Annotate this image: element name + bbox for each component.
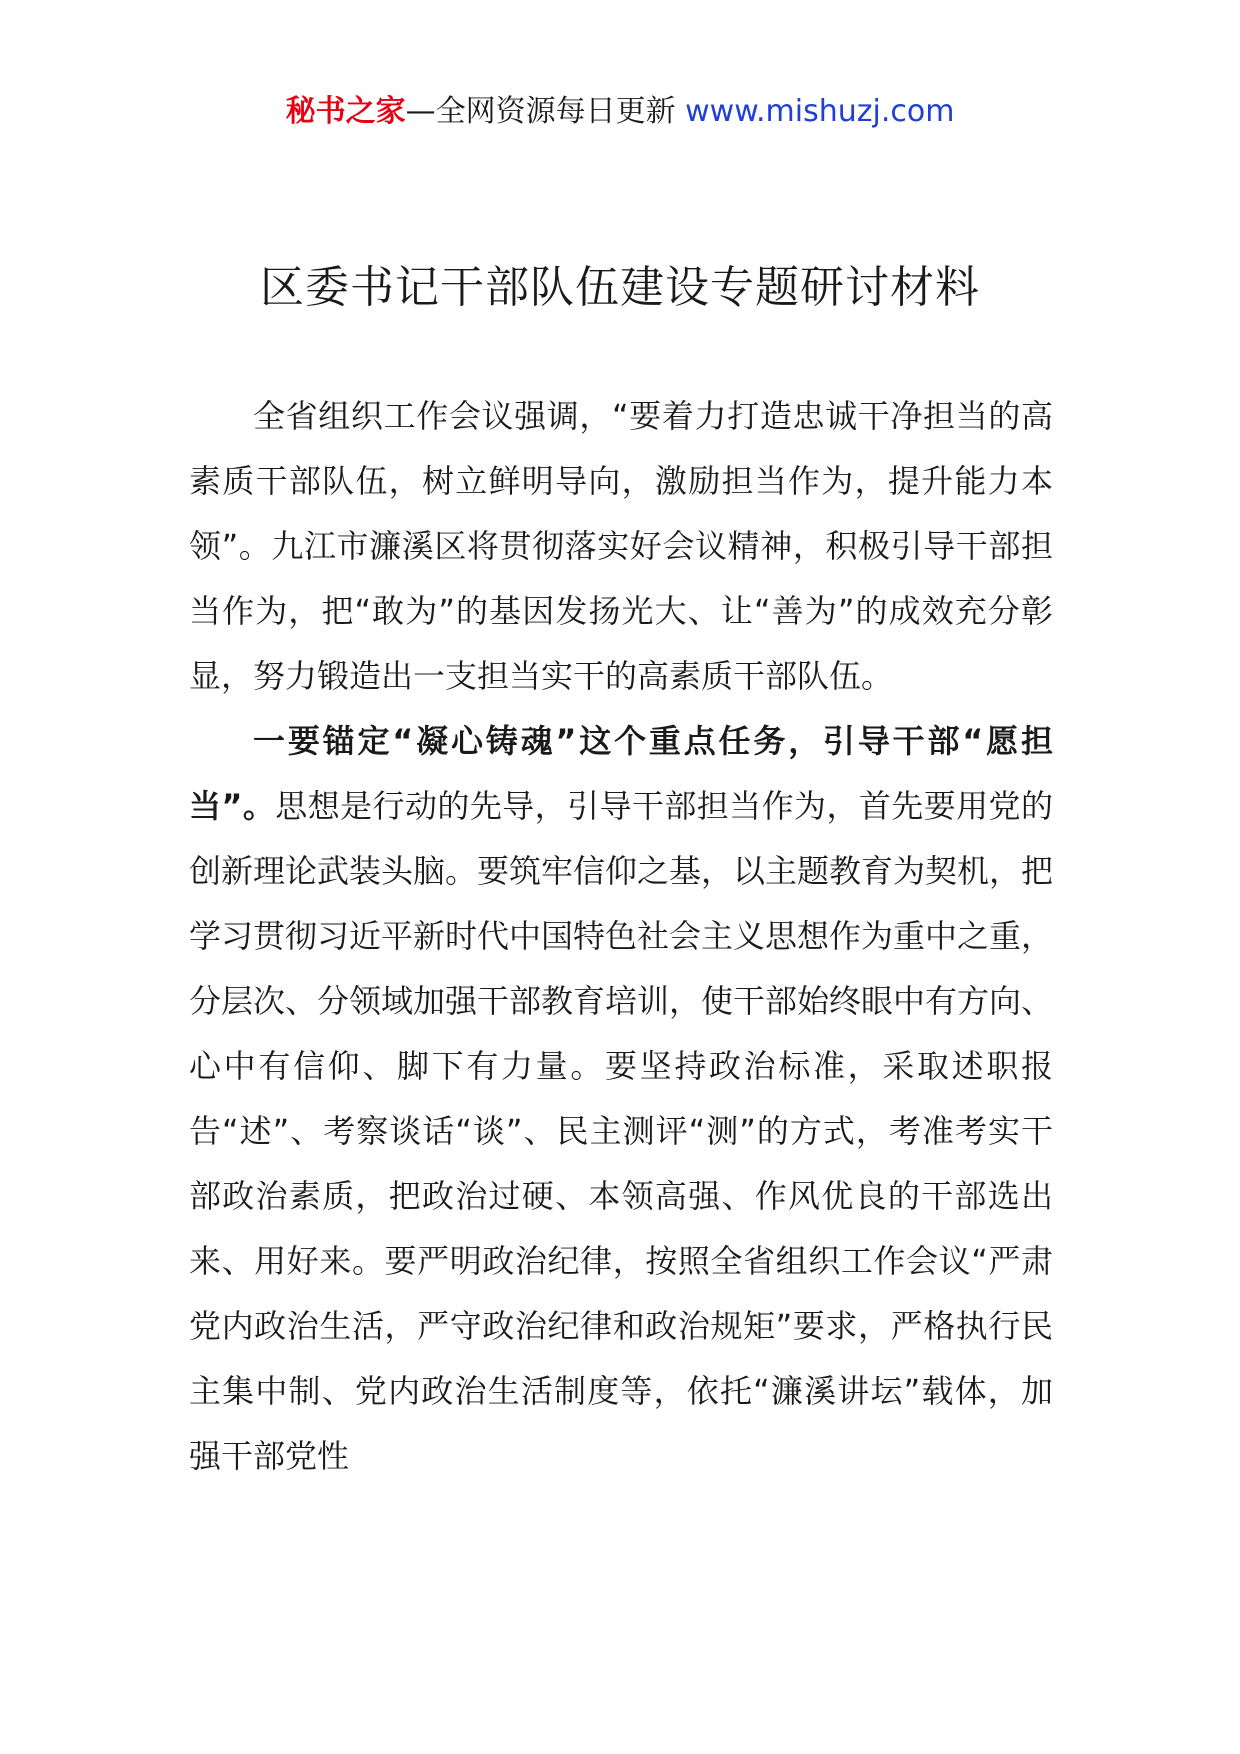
paragraph-intro <box>189 384 1053 709</box>
brand-name: 秘书之家 <box>285 94 406 129</box>
site-tagline: —全网资源每日更新 <box>405 94 686 129</box>
paragraph-point-one-heading: 一要锚定“凝心铸魂”这个重点任务，引导干部“愿担当”。 <box>189 722 1053 825</box>
site-url-link[interactable]: www.mishuzj.com <box>685 94 955 129</box>
site-header <box>0 92 1240 132</box>
document-title: 区委书记干部队伍建设专题研讨材料 <box>260 262 980 313</box>
document-body <box>189 384 1053 1489</box>
paragraph-point-one-text: 思想是行动的先导，引导干部担当作为，首先要用党的创新理论武装头脑。要筑牢信仰之基，以主题教育为契机，把学习贯彻习近平新时代中国特色社会主义思想作为重中之重，分层次、分领域加强干部教育培训，使干部始终眼中有方向、心中有信仰、脚下有力量。要坚持政治标准，采取述职报告“述”、考察谈话“谈”、民主测评“测”的方式，考准考实干部政治素质，把政治过硬、本领高强、作风优良的干部选出来、用好来。要严明政治纪律，按照全省组织工作会议“严肃党内政治生活，严守政治纪律和政治规矩”要求，严格执行民主集中制、党内政治生活制度等，依托“濂溪讲坛”载体，加强干部党性 <box>189 787 1054 1475</box>
paragraph-intro-text: 全省组织工作会议强调，“要着力打造忠诚干净担当的高素质干部队伍，树立鲜明导向，激励担当作为，提升能力本领”。九江市濂溪区将贯彻落实好会议精神，积极引导干部担当作为，把“敢为”的基因发扬光大、让“善为”的成效充分彰显，努力锻造出一支担当实干的高素质干部队伍。 <box>189 397 1053 695</box>
paragraph-point-one <box>189 709 1053 1489</box>
